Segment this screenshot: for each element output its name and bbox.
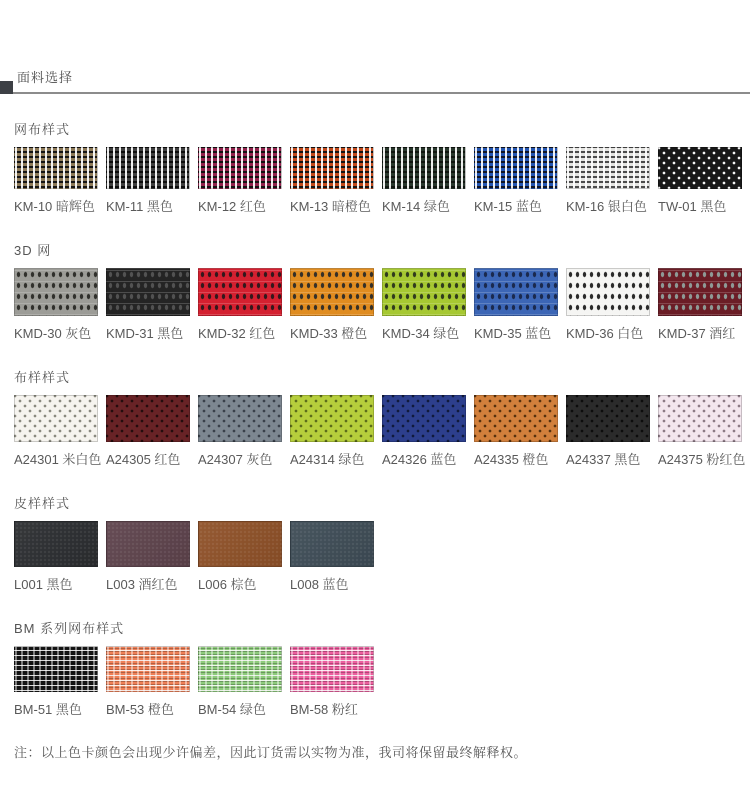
fabric-swatch-a24314	[290, 395, 374, 442]
swatch-label: KMD-33 橙色	[290, 326, 368, 341]
swatch-label: KMD-35 蓝色	[474, 326, 552, 341]
swatch-label: KMD-32 红色	[198, 326, 276, 341]
fabric-swatch-km-12	[198, 147, 282, 189]
swatch-label: BM-58 粉红	[290, 702, 358, 717]
swatch-cell	[14, 521, 98, 593]
swatch-cell	[198, 646, 282, 718]
page-header	[0, 67, 750, 94]
swatch-label: L008 蓝色	[290, 577, 349, 592]
swatch-cell	[474, 268, 558, 342]
swatch-label: KMD-31 黑色	[106, 326, 184, 341]
swatch-label: L006 棕色	[198, 577, 257, 592]
fabric-swatch-a24305	[106, 395, 190, 442]
swatch-cell	[658, 268, 742, 342]
swatch-cell	[106, 268, 190, 342]
swatch-cell	[658, 395, 746, 468]
fabric-swatch-km-11	[106, 147, 190, 189]
swatch-sections	[0, 119, 750, 718]
fabric-section	[14, 493, 750, 593]
swatch-row	[14, 395, 750, 468]
swatch-label: KMD-37 酒红	[658, 326, 736, 341]
fabric-swatch-a24307	[198, 395, 282, 442]
fabric-swatch-km-15	[474, 147, 558, 189]
swatch-label: KMD-36 白色	[566, 326, 644, 341]
swatch-cell	[198, 521, 282, 593]
fabric-section	[14, 240, 750, 342]
fabric-swatch-kmd-35	[474, 268, 558, 316]
fabric-swatch-kmd-37	[658, 268, 742, 316]
swatch-label: BM-51 黑色	[14, 702, 82, 717]
swatch-cell	[566, 268, 650, 342]
swatch-label: TW-01 黑色	[658, 199, 727, 214]
swatch-cell	[14, 147, 98, 215]
swatch-label: KMD-30 灰色	[14, 326, 92, 341]
fabric-section	[14, 119, 750, 215]
fabric-swatch-l003	[106, 521, 190, 567]
swatch-label: KM-12 红色	[198, 199, 266, 214]
swatch-cell	[658, 147, 742, 215]
swatch-label: A24307 灰色	[198, 452, 273, 467]
page-title: 面料选择	[17, 70, 74, 85]
swatch-cell	[382, 395, 466, 468]
swatch-cell	[290, 521, 374, 593]
fabric-selection-page	[0, 67, 750, 802]
swatch-label: A24335 橙色	[474, 452, 549, 467]
swatch-label: BM-53 橙色	[106, 702, 174, 717]
fabric-swatch-a24375	[658, 395, 742, 442]
swatch-label: KM-16 银白色	[566, 199, 647, 214]
swatch-cell	[290, 268, 374, 342]
swatch-label: A24301 米白色	[14, 452, 102, 467]
fabric-swatch-kmd-33	[290, 268, 374, 316]
swatch-cell	[382, 268, 466, 342]
fabric-swatch-km-13	[290, 147, 374, 189]
swatch-cell	[198, 395, 282, 468]
section-title: 布样样式	[14, 370, 71, 385]
fabric-swatch-l001	[14, 521, 98, 567]
swatch-cell	[474, 395, 558, 468]
swatch-cell	[106, 646, 190, 718]
swatch-row	[14, 268, 750, 342]
swatch-cell	[566, 395, 650, 468]
swatch-label: KMD-34 绿色	[382, 326, 460, 341]
fabric-swatch-tw-01	[658, 147, 742, 189]
accent-square	[0, 81, 13, 94]
section-title: 3D 网	[14, 243, 52, 258]
swatch-cell	[290, 147, 374, 215]
fabric-swatch-km-14	[382, 147, 466, 189]
fabric-swatch-bm-58	[290, 646, 374, 692]
fabric-section	[14, 367, 750, 468]
swatch-cell	[106, 521, 190, 593]
swatch-cell	[198, 147, 282, 215]
fabric-swatch-km-16	[566, 147, 650, 189]
swatch-label: KM-14 绿色	[382, 199, 450, 214]
section-title: 网布样式	[14, 122, 71, 137]
fabric-swatch-a24301	[14, 395, 98, 442]
swatch-label: BM-54 绿色	[198, 702, 266, 717]
swatch-cell	[290, 646, 374, 718]
swatch-row	[14, 646, 750, 718]
swatch-cell	[198, 268, 282, 342]
swatch-cell	[566, 147, 650, 215]
fabric-section	[14, 618, 750, 718]
swatch-label: KM-13 暗橙色	[290, 199, 371, 214]
section-title: 皮样样式	[14, 496, 71, 511]
fabric-swatch-l008	[290, 521, 374, 567]
fabric-swatch-kmd-34	[382, 268, 466, 316]
swatch-cell	[106, 395, 190, 468]
fabric-swatch-kmd-32	[198, 268, 282, 316]
fabric-swatch-kmd-31	[106, 268, 190, 316]
fabric-swatch-a24337	[566, 395, 650, 442]
fabric-swatch-bm-53	[106, 646, 190, 692]
swatch-cell	[474, 147, 558, 215]
swatch-label: A24375 粉红色	[658, 452, 746, 467]
swatch-label: L001 黑色	[14, 577, 73, 592]
swatch-cell	[382, 147, 466, 215]
header-divider	[0, 92, 750, 94]
swatch-cell	[14, 646, 98, 718]
fabric-swatch-bm-54	[198, 646, 282, 692]
fabric-swatch-km-10	[14, 147, 98, 189]
fabric-swatch-l006	[198, 521, 282, 567]
swatch-label: L003 酒红色	[106, 577, 178, 592]
swatch-row	[14, 521, 750, 593]
swatch-label: KM-11 黑色	[106, 199, 173, 214]
fabric-swatch-kmd-30	[14, 268, 98, 316]
fabric-swatch-a24335	[474, 395, 558, 442]
swatch-row	[14, 147, 750, 215]
swatch-cell	[14, 268, 98, 342]
section-title: BM 系列网布样式	[14, 621, 125, 636]
fabric-swatch-bm-51	[14, 646, 98, 692]
fabric-swatch-kmd-36	[566, 268, 650, 316]
swatch-cell	[290, 395, 374, 468]
fabric-swatch-a24326	[382, 395, 466, 442]
swatch-label: A24326 蓝色	[382, 452, 457, 467]
swatch-label: A24314 绿色	[290, 452, 365, 467]
swatch-cell	[14, 395, 102, 468]
swatch-label: A24305 红色	[106, 452, 181, 467]
disclaimer-note: 注：以上色卡颜色会出现少许偏差，因此订货需以实物为准，我司将保留最终解释权。	[14, 745, 528, 760]
swatch-label: KM-10 暗辉色	[14, 199, 95, 214]
swatch-cell	[106, 147, 190, 215]
swatch-label: KM-15 蓝色	[474, 199, 542, 214]
swatch-label: A24337 黑色	[566, 452, 641, 467]
